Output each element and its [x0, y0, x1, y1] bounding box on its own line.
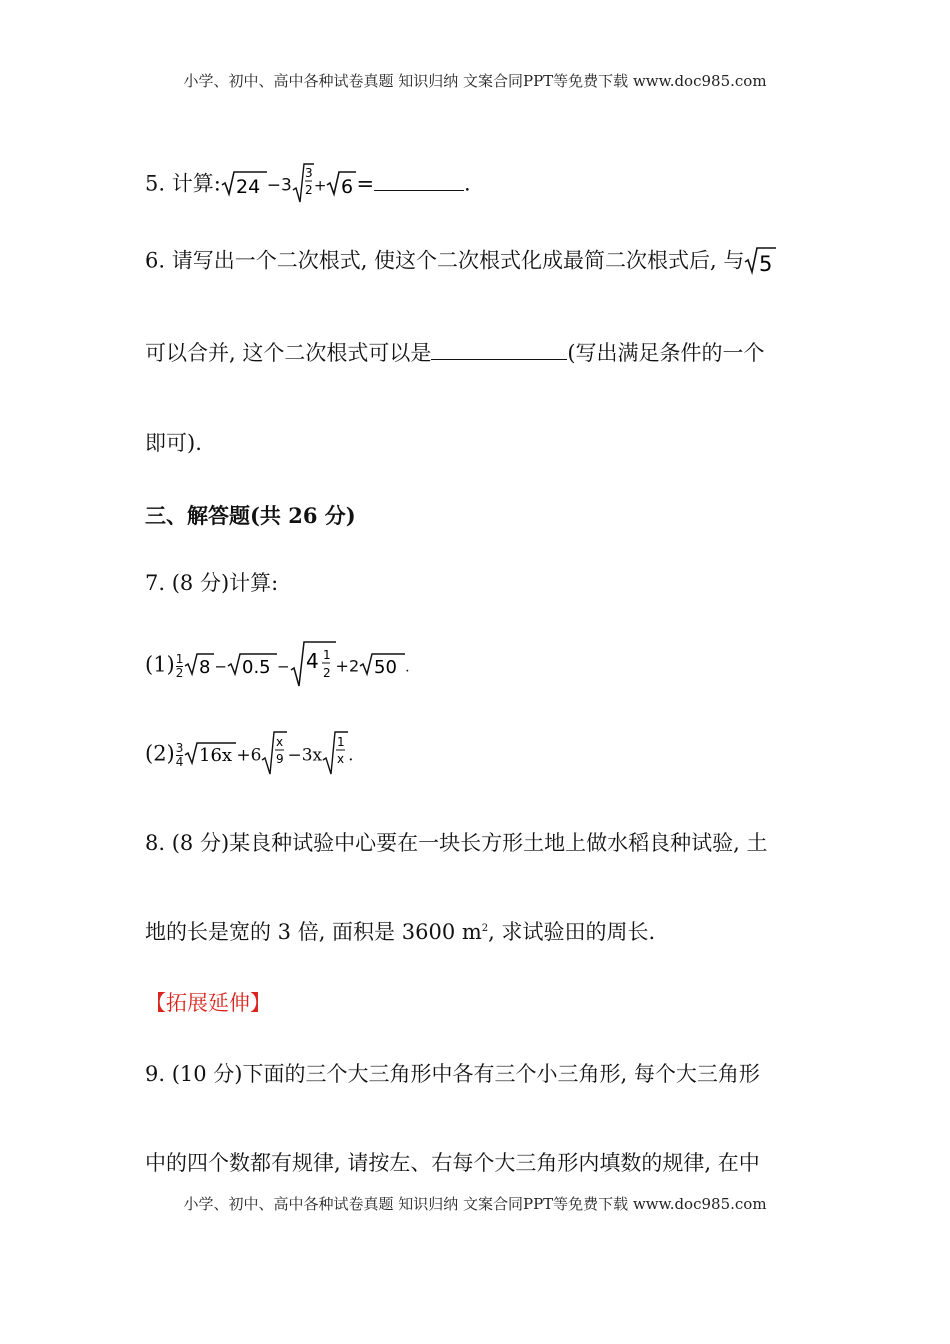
question-6-line-1: 6. 请写出一个二次根式, 使这个二次根式化成最简二次根式后, 与 5	[145, 245, 776, 279]
answer-blank-6[interactable]	[431, 358, 567, 360]
question-9-line-1: 9. (10 分)下面的三个大三角形中各有三个小三角形, 每个大三角形	[145, 1062, 760, 1086]
question-6-line-3: 即可).	[145, 431, 202, 455]
sqrt-4-and-1-2	[290, 640, 336, 692]
svg-text:x: x	[337, 752, 345, 766]
sqrt-16x	[184, 740, 236, 770]
extension-heading: 【拓展延伸】	[145, 991, 271, 1015]
sqrt-24	[221, 169, 267, 201]
sqrt-0-5	[227, 651, 277, 681]
sqrt-50	[359, 651, 405, 681]
svg-text:5: 5	[759, 252, 773, 275]
sqrt-1-over-x	[322, 730, 348, 780]
svg-text:x: x	[276, 735, 284, 749]
svg-text:16x: 16x	[199, 745, 233, 766]
sqrt-x-over-9	[261, 730, 287, 780]
svg-text:2: 2	[304, 183, 313, 197]
fraction-1-2: $\frac{1}{2}$	[175, 651, 184, 680]
question-7-part-1: (1) $\frac{1}{2}$ 8 − 0.5 − 4 1 2 +2 50 .	[145, 640, 410, 692]
svg-text:0.5: 0.5	[241, 657, 271, 677]
q5-prefix: 5. 计算:	[145, 171, 221, 196]
svg-text:8: 8	[199, 657, 211, 677]
section-3-heading: 三、解答题(共 26 分)	[145, 503, 356, 528]
svg-text:24: 24	[235, 176, 260, 197]
svg-text:2: 2	[322, 666, 331, 680]
question-5: 5. 计算: 24 −3 3 2 + 6 = .	[145, 162, 471, 208]
page-header: 小学、初中、高中各种试卷真题 知识归纳 文案合同PPT等免费下载 www.doc985.com	[183, 72, 767, 90]
svg-text:3: 3	[304, 166, 313, 180]
question-8-line-1: 8. (8 分)某良种试验中心要在一块长方形土地上做水稻良种试验, 土	[145, 831, 768, 855]
sqrt-5	[744, 245, 776, 279]
svg-text:4: 4	[305, 649, 319, 673]
svg-text:9: 9	[276, 752, 285, 766]
question-7-part-2: (2) $\frac{3}{4}$ 16x +6 x 9 −3x 1 x .	[145, 730, 354, 780]
sqrt-8	[184, 651, 214, 681]
question-6-line-2: 可以合并, 这个二次根式可以是 (写出满足条件的一个	[145, 341, 765, 365]
question-9-line-2: 中的四个数都有规律, 请按左、右每个大三角形内填数的规律, 在中	[145, 1151, 760, 1175]
page-footer: 小学、初中、高中各种试卷真题 知识归纳 文案合同PPT等免费下载 www.doc985.com	[183, 1195, 767, 1213]
svg-text:6: 6	[341, 176, 354, 197]
answer-blank-5[interactable]	[374, 189, 464, 191]
svg-text:50: 50	[374, 657, 398, 677]
question-8-line-2: 地的长是宽的 3 倍, 面积是 3600 $m^2$, 求试验田的周长.	[145, 920, 656, 944]
svg-text:1: 1	[322, 648, 331, 662]
sqrt-6	[326, 169, 356, 201]
sqrt-3-over-2	[292, 162, 314, 208]
fraction-3-4: $\frac{3}{4}$	[175, 740, 184, 769]
svg-text:1: 1	[337, 735, 345, 749]
question-7-title: 7. (8 分)计算:	[145, 571, 279, 595]
